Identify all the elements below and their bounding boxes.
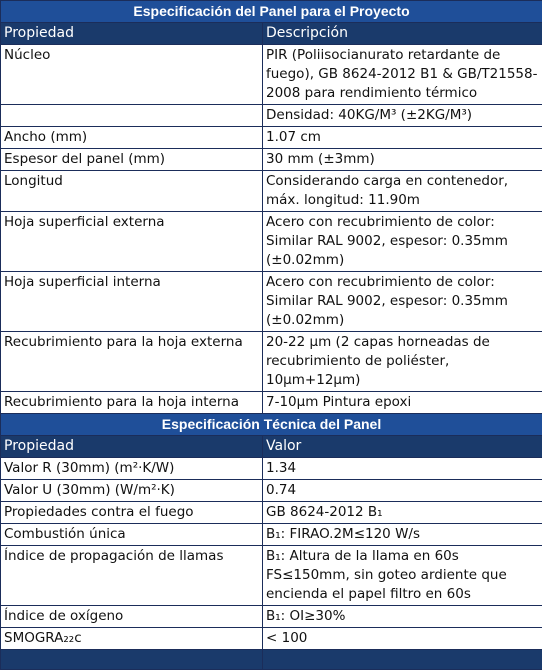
- value-cell: 1.34: [263, 458, 542, 480]
- value-cell: B₁: Altura de la llama en 60s FS≤150mm, sin goteo ardiente que encienda el papel filtro en 60s: [263, 546, 542, 606]
- value-cell: 30 mm (±3mm): [263, 149, 542, 171]
- table-row: [1, 127, 542, 149]
- property-cell: Valor U (30mm) (W/m²·K): [1, 480, 263, 502]
- property-cell: Índice de oxígeno: [1, 606, 263, 628]
- value-cell: 0.74: [263, 480, 542, 502]
- property-cell: Recubrimiento para la hoja interna: [1, 392, 263, 414]
- property-cell: Espesor del panel (mm): [1, 149, 263, 171]
- property-cell: Combustión única: [1, 524, 263, 546]
- value-cell: B₁: OI≥30%: [263, 606, 542, 628]
- header-property: Propiedad: [1, 23, 263, 45]
- property-cell: Índice de propagación de llamas: [1, 546, 263, 606]
- value-cell: GB 8624-2012 B₁: [263, 502, 542, 524]
- property-cell: Valor R (30mm) (m²·K/W): [1, 458, 263, 480]
- table-row: [1, 628, 542, 650]
- table-row: [1, 171, 542, 212]
- technical-header-row: [1, 436, 542, 458]
- technical-section-title-row: [1, 414, 542, 436]
- property-cell: Recubrimiento para la hoja externa: [1, 332, 263, 392]
- table-row: [1, 392, 542, 414]
- value-cell: Considerando carga en contenedor, máx. longitud: 11.90m: [263, 171, 542, 212]
- value-cell: PIR (Poliisocianurato retardante de fuego), GB 8624-2012 B1 & GB/T21558-2008 para rendimiento térmico: [263, 45, 542, 105]
- property-cell: SMOGRA₂₂c: [1, 628, 263, 650]
- property-cell: [1, 105, 263, 127]
- table-row: [1, 606, 542, 628]
- technical-section-title: Especificación Técnica del Panel: [1, 414, 542, 436]
- table-row: [1, 546, 542, 606]
- table-row: [1, 480, 542, 502]
- table-row: [1, 212, 542, 272]
- property-cell: Propiedades contra el fuego: [1, 502, 263, 524]
- table-row: [1, 149, 542, 171]
- table-row: [1, 502, 542, 524]
- header-description: Descripción: [263, 23, 542, 45]
- project-section-title: Especificación del Panel para el Proyecto: [1, 1, 542, 23]
- value-cell: Acero con recubrimiento de color: Similar RAL 9002, espesor: 0.35mm (±0.02mm): [263, 272, 542, 332]
- value-cell: B₁: FIRAO.2M≤120 W/s: [263, 524, 542, 546]
- table-row: [1, 524, 542, 546]
- table-row: [1, 105, 542, 127]
- table-row: [1, 458, 542, 480]
- header-value: Valor: [263, 436, 542, 458]
- table-row: [1, 272, 542, 332]
- property-cell: Longitud: [1, 171, 263, 212]
- project-section-title-row: [1, 1, 542, 23]
- property-cell: Hoja superficial interna: [1, 272, 263, 332]
- value-cell: 1.07 cm: [263, 127, 542, 149]
- property-cell: Hoja superficial externa: [1, 212, 263, 272]
- property-cell: Ancho (mm): [1, 127, 263, 149]
- property-cell: Núcleo: [1, 45, 263, 105]
- value-cell: 20-22 µm (2 capas horneadas de recubrimiento de poliéster, 10µm+12µm): [263, 332, 542, 392]
- value-cell: 7-10µm Pintura epoxi: [263, 392, 542, 414]
- value-cell: Densidad: 40KG/M³ (±2KG/M³): [263, 105, 542, 127]
- value-cell: Acero con recubrimiento de color: Similar RAL 9002, espesor: 0.35mm (±0.02mm): [263, 212, 542, 272]
- table-row: [1, 45, 542, 105]
- header-property: Propiedad: [1, 436, 263, 458]
- project-header-row: [1, 23, 542, 45]
- table-row: [1, 332, 542, 392]
- value-cell: < 100: [263, 628, 542, 650]
